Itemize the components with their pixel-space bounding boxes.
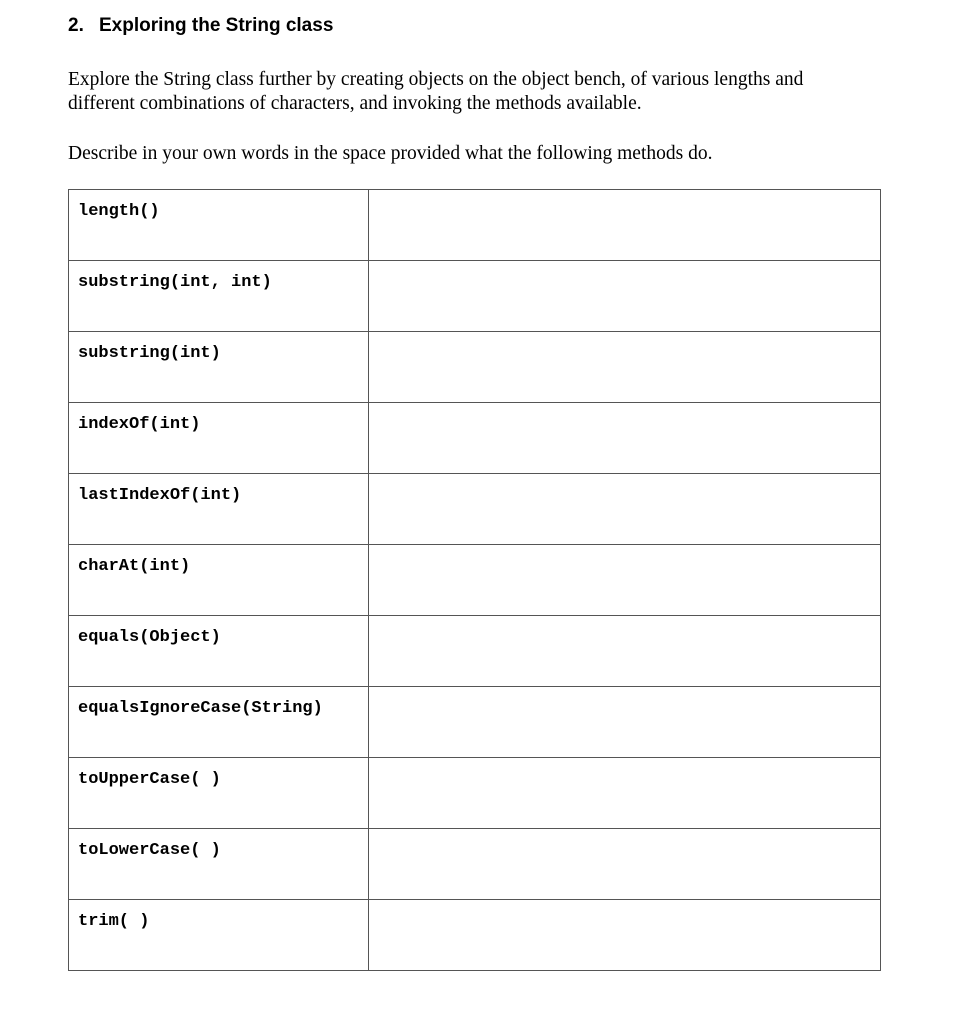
method-description-cell[interactable] bbox=[369, 687, 881, 758]
method-description-cell[interactable] bbox=[369, 758, 881, 829]
method-name-cell bbox=[69, 332, 369, 403]
method-name: substring(int) bbox=[78, 344, 221, 363]
table-row bbox=[69, 900, 881, 971]
method-description-cell[interactable] bbox=[369, 829, 881, 900]
section-heading bbox=[68, 14, 333, 38]
method-name: trim( ) bbox=[78, 912, 150, 931]
method-name: indexOf(int) bbox=[78, 415, 201, 434]
method-name-cell bbox=[69, 190, 369, 261]
intro-paragraph: Explore the String class further by creating objects on the object bench, of various lengths and different combinations of characters, and invoking the methods available. bbox=[68, 69, 804, 114]
instruction-paragraph: Describe in your own words in the space provided what the following methods do. bbox=[68, 143, 713, 164]
method-name: toUpperCase( ) bbox=[78, 770, 221, 789]
method-name-cell bbox=[69, 545, 369, 616]
method-name: equalsIgnoreCase(String) bbox=[78, 699, 323, 718]
table-row bbox=[69, 261, 881, 332]
section-number: 2. bbox=[68, 15, 84, 36]
method-description-cell[interactable] bbox=[369, 261, 881, 332]
method-description-cell[interactable] bbox=[369, 190, 881, 261]
table-row bbox=[69, 474, 881, 545]
table-row bbox=[69, 616, 881, 687]
method-name-cell bbox=[69, 900, 369, 971]
method-name: toLowerCase( ) bbox=[78, 841, 221, 860]
method-name-cell bbox=[69, 829, 369, 900]
method-name: equals(Object) bbox=[78, 628, 221, 647]
method-name: length() bbox=[78, 202, 160, 221]
method-name-cell bbox=[69, 616, 369, 687]
method-name-cell bbox=[69, 758, 369, 829]
method-name: substring(int, int) bbox=[78, 273, 272, 292]
method-name: lastIndexOf(int) bbox=[78, 486, 242, 505]
table-row bbox=[69, 758, 881, 829]
method-description-cell[interactable] bbox=[369, 616, 881, 687]
method-description-cell[interactable] bbox=[369, 332, 881, 403]
method-name-cell bbox=[69, 474, 369, 545]
method-name: charAt(int) bbox=[78, 557, 191, 576]
table-row bbox=[69, 545, 881, 616]
method-description-cell[interactable] bbox=[369, 474, 881, 545]
methods-table bbox=[68, 189, 881, 971]
method-description-cell[interactable] bbox=[369, 900, 881, 971]
method-description-cell[interactable] bbox=[369, 403, 881, 474]
method-name-cell bbox=[69, 687, 369, 758]
table-row bbox=[69, 687, 881, 758]
table-row bbox=[69, 190, 881, 261]
method-name-cell bbox=[69, 261, 369, 332]
method-description-cell[interactable] bbox=[369, 545, 881, 616]
method-name-cell bbox=[69, 403, 369, 474]
table-row bbox=[69, 332, 881, 403]
table-row bbox=[69, 403, 881, 474]
section-title: Exploring the String class bbox=[99, 15, 334, 36]
table-row bbox=[69, 829, 881, 900]
